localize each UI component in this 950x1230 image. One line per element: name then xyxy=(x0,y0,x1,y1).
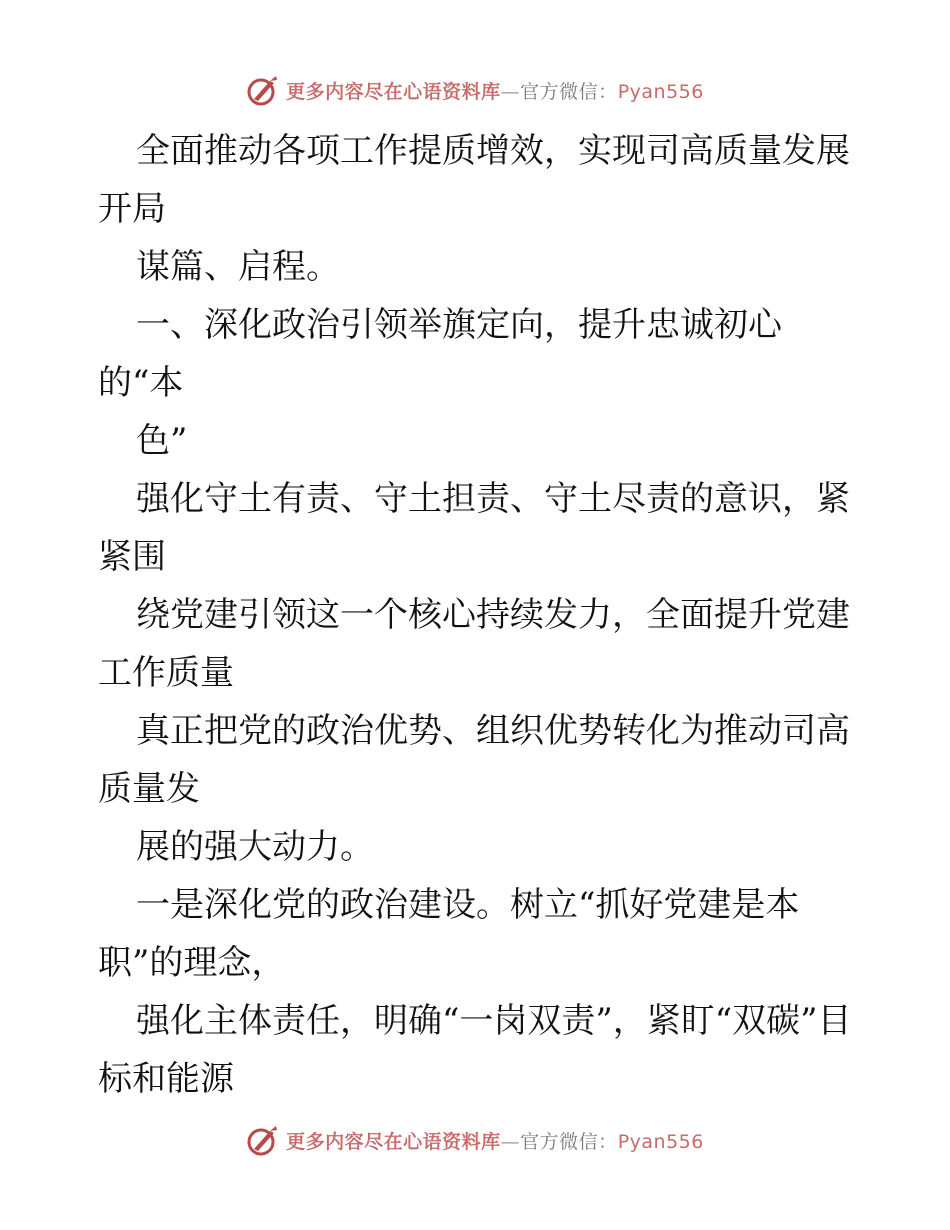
watermark-id: Pyan556 xyxy=(617,80,704,103)
paragraph: 展的强大动力。 xyxy=(136,827,374,867)
paragraph: 强化主体责任，明确“一岗双责”，紧盯“双碳”目标和能源 xyxy=(98,1001,852,1099)
pen-logo-icon xyxy=(246,1123,280,1157)
paragraph: 谋篇、启程。 xyxy=(136,247,340,287)
paragraph: 全面推动各项工作提质增效，实现司高质量发展开局 xyxy=(98,131,850,229)
watermark-separator: — xyxy=(500,80,521,103)
watermark-official: 官方微信： xyxy=(520,80,618,103)
watermark-cn: 更多内容尽在心语资料库 xyxy=(286,1130,501,1153)
paragraph: 真正把党的政治优势、组织优势转化为推动司高质量发 xyxy=(98,711,850,809)
paragraph: 绕党建引领这一个核心持续发力，全面提升党建工作质量 xyxy=(98,595,850,693)
watermark-id: Pyan556 xyxy=(617,1130,704,1153)
document-body xyxy=(98,122,858,1108)
pen-logo-icon xyxy=(246,73,280,107)
watermark-cn: 更多内容尽在心语资料库 xyxy=(286,80,501,103)
paragraph: 一、深化政治引领举旗定向，提升忠诚初心的“本 xyxy=(98,305,782,403)
watermark-official: 官方微信： xyxy=(520,1130,618,1153)
watermark-top xyxy=(0,70,950,110)
watermark-text xyxy=(286,1127,704,1154)
paragraph: 色” xyxy=(136,421,188,461)
watermark-text xyxy=(286,77,704,104)
paragraph: 强化守土有责、守土担责、守土尽责的意识，紧紧围 xyxy=(98,479,850,577)
paragraph: 一是深化党的政治建设。树立“抓好党建是本职”的理念， xyxy=(98,885,800,983)
watermark-bottom xyxy=(0,1120,950,1160)
watermark-separator: — xyxy=(500,1130,521,1153)
